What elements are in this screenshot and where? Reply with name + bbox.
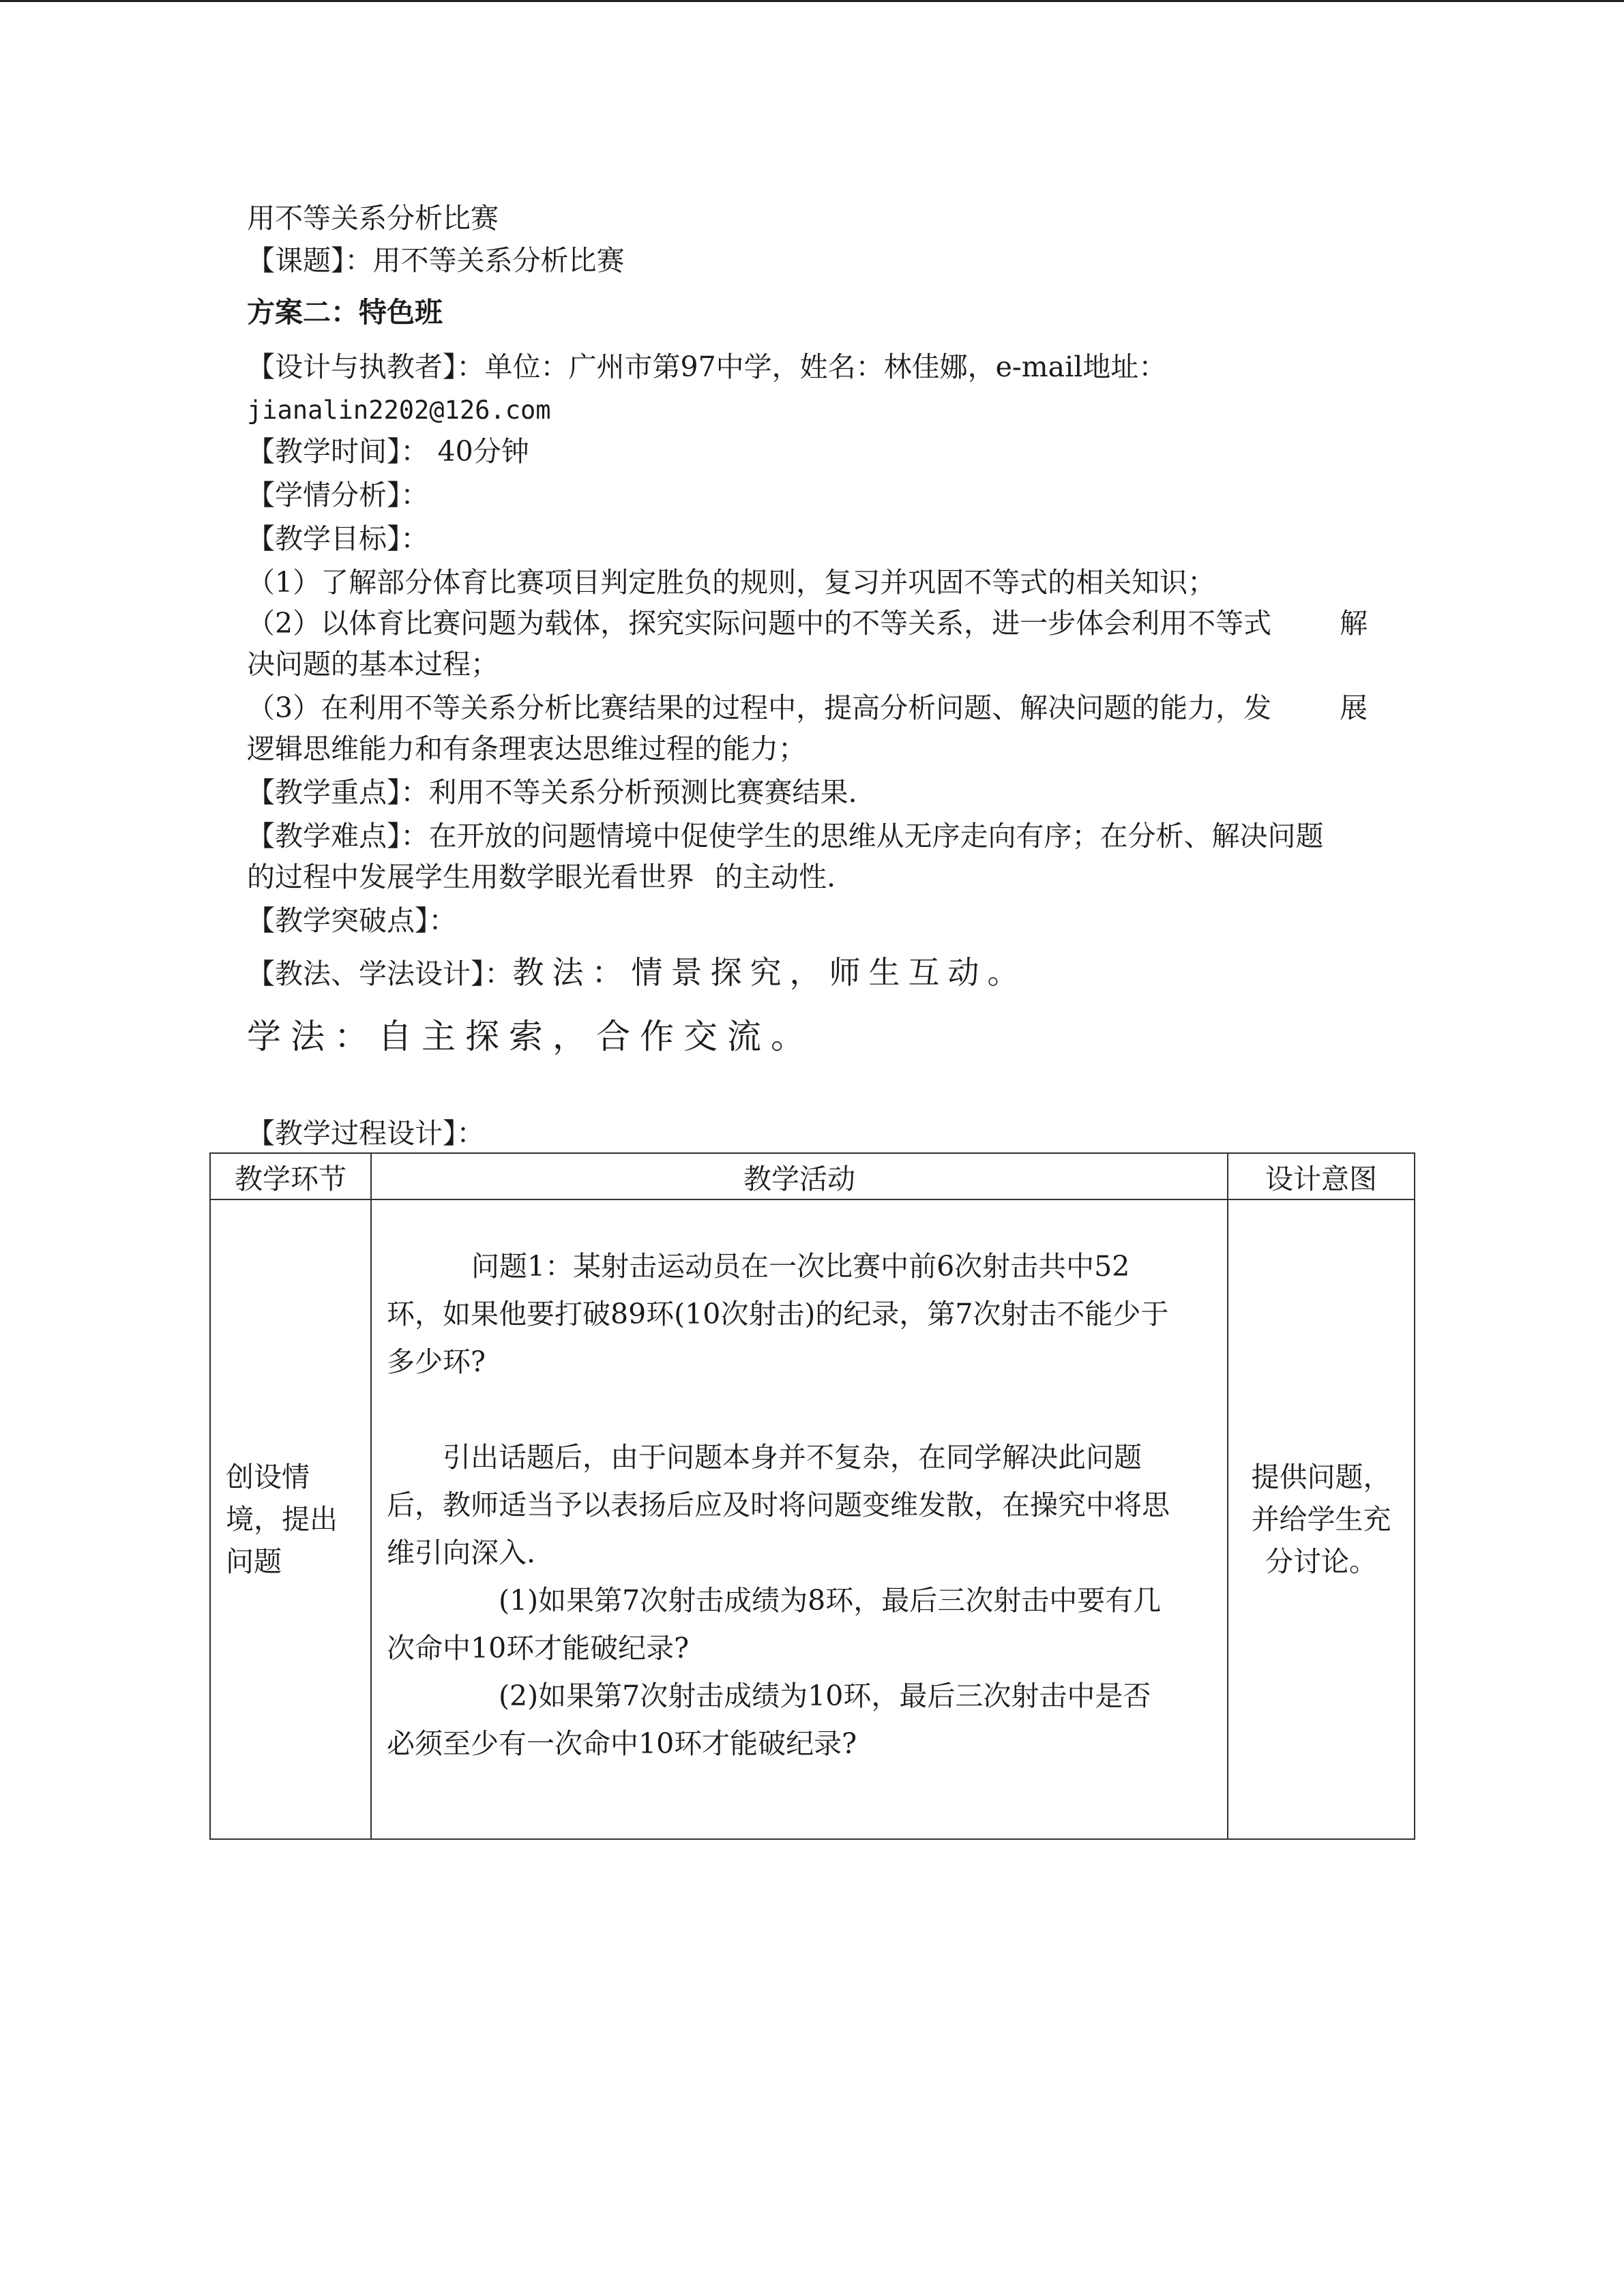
objective-3-cont: 逻辑思维能力和有条理衷达思维过程的能力；: [247, 732, 806, 765]
objective-2-tail: 解: [1340, 607, 1368, 640]
sub-question-2-line-1: (2)如果第7次射击成绩为10环，最后三次射击中是否: [499, 1680, 1151, 1712]
objective-2-cont: 决问题的基本过程；: [247, 648, 499, 681]
objective-2: [247, 603, 1368, 644]
sub-question-2-line-2: 必须至少有一次命中10环才能破纪录?: [387, 1727, 857, 1760]
intent-line: 提供问题，: [1251, 1461, 1391, 1493]
difficulties-line-2: [247, 856, 836, 897]
header-intent: 设计意图: [1228, 1153, 1415, 1199]
top-border-line: [0, 0, 1624, 2]
designer-line: 【设计与执教者】：单位：广州市第97中学，姓名：林佳娜，e-mail地址：: [247, 351, 1167, 383]
stage-line: 创设情: [226, 1461, 310, 1493]
intro-line-2: 后，教师适当予以表扬后应及时将问题变维发散，在操究中将思: [387, 1489, 1170, 1521]
question-1-line-1: 问题1：某射击运动员在一次比赛中前6次射击共中52: [471, 1250, 1130, 1283]
breakthrough: 【教学突破点】：: [247, 904, 457, 937]
teaching-time: 【教学时间】： 40分钟: [247, 435, 529, 468]
header-stage: 教学环节: [210, 1153, 371, 1199]
email-line: jianalin2202@126.com: [247, 396, 551, 425]
intro-line-3: 维引向深入.: [387, 1536, 536, 1569]
methods-label: 【教法、学法设计】：: [247, 957, 513, 990]
difficulties-tail: 的主动性.: [715, 861, 836, 893]
objective-1: （1）了解部分体育比赛项目判定胜负的规则，复习并巩固不等式的相关知识；: [247, 566, 1216, 599]
intent-cell: [1228, 1199, 1415, 1839]
objectives-label: 【教学目标】：: [247, 522, 429, 555]
teaching-process-table: [209, 1152, 1415, 1840]
key-points: 【教学重点】：利用不等关系分析预测比赛赛结果.: [247, 776, 857, 809]
teaching-method: 教法：情景探究，师生互动。: [512, 954, 1027, 991]
intent-line: 分讨论。: [1265, 1545, 1377, 1578]
question-1-line-2: 环，如果他要打破89环(10次射击)的纪录，第7次射击不能少于: [387, 1298, 1169, 1330]
objective-3-tail: 展: [1340, 691, 1368, 724]
stage-cell: [210, 1199, 371, 1839]
objective-3: [247, 687, 1368, 728]
question-1-line-3: 多少环?: [387, 1345, 486, 1378]
stage-line: 问题: [226, 1545, 282, 1578]
methods-line: [247, 952, 1027, 994]
header-activity: 教学活动: [371, 1153, 1228, 1199]
activity-cell: [371, 1199, 1228, 1839]
difficulties-text: 的过程中发展学生用数学眼光看世界: [247, 861, 694, 893]
table-header-row: [210, 1153, 1415, 1199]
table-row: [210, 1199, 1415, 1839]
process-label: 【教学过程设计】：: [247, 1117, 485, 1150]
topic-line: 【课题】：用不等关系分析比赛: [247, 244, 625, 277]
difficulties-line-1: 【教学难点】：在开放的问题情境中促使学生的思维从无序走向有序；在分析、解决问题: [247, 820, 1324, 852]
intro-line-1: 引出话题后，由于问题本身并不复杂，在同学解决此问题: [443, 1441, 1142, 1474]
sub-question-1-line-1: (1)如果第7次射击成绩为8环，最后三次射击中要有几: [499, 1584, 1162, 1617]
intent-line: 并给学生充: [1251, 1503, 1391, 1536]
objective-3-text: （3）在利用不等关系分析比赛结果的过程中，提高分析问题、解决问题的能力，发: [247, 691, 1272, 724]
objective-2-text: （2）以体育比赛问题为载体，探究实际问题中的不等关系，进一步体会利用不等式: [247, 607, 1272, 640]
stage-line: 境，提出: [226, 1503, 338, 1536]
scheme-heading: 方案二：特色班: [247, 296, 443, 329]
learning-method: 学法：自主探索，合作交流。: [247, 1017, 814, 1056]
learner-analysis: 【学情分析】：: [247, 479, 429, 511]
sub-question-1-line-2: 次命中10环才能破纪录?: [387, 1632, 690, 1665]
doc-title: 用不等关系分析比赛: [247, 202, 499, 235]
